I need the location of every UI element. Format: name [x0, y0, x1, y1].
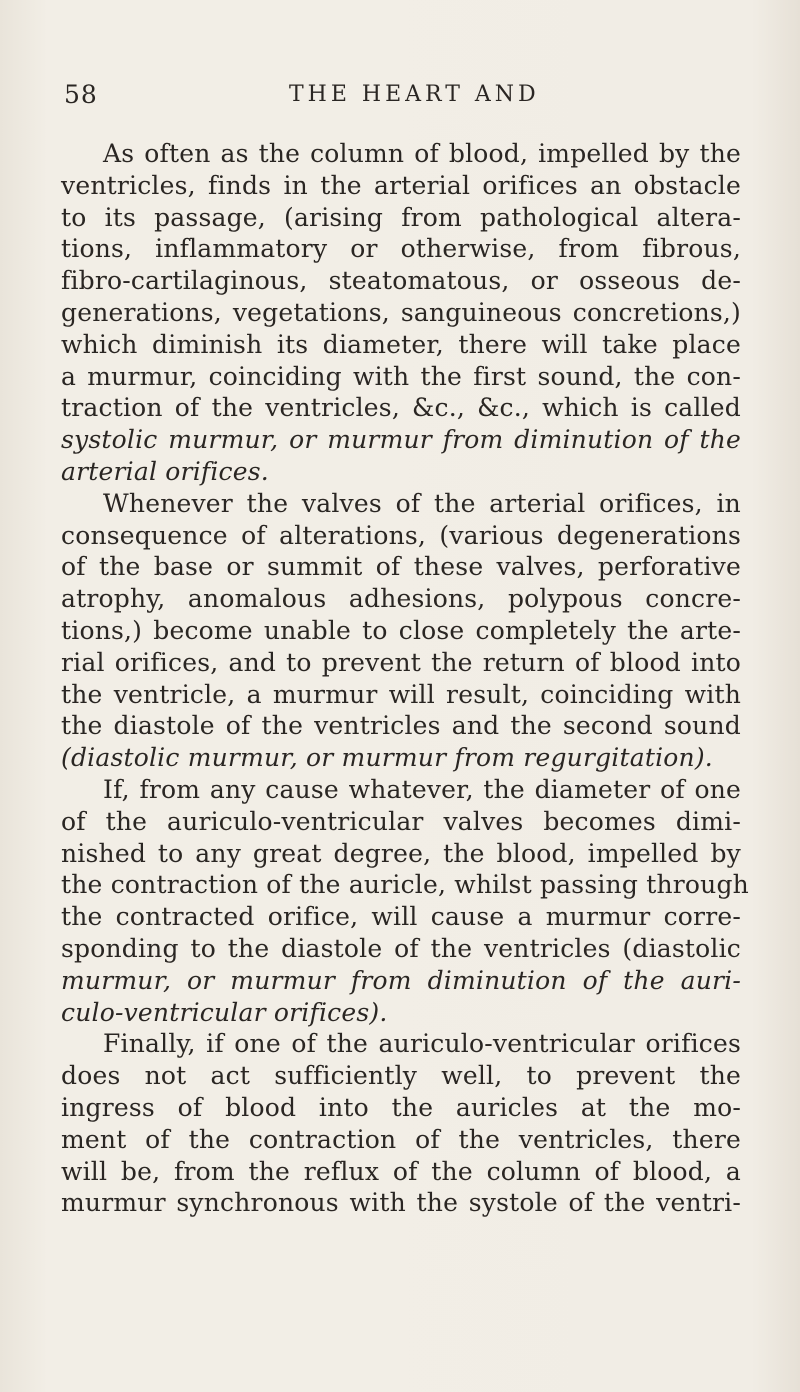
text-line: tions,) become unable to close completely the arte-: [61, 615, 741, 645]
text-line: ingress of blood into the auricles at the mo-: [61, 1092, 741, 1122]
text-line: ment of the contraction of the ventricles, there: [61, 1124, 741, 1154]
text-line: Finally, if one of the auriculo-ventricular orifices: [103, 1029, 741, 1059]
text-line: a murmur, coinciding with the first sound, the con-: [61, 361, 741, 391]
text-line: As often as the column of blood, impelled by the: [103, 139, 741, 168]
text-line: the contracted orifice, will cause a murmur corre-: [61, 902, 741, 932]
text-line: to its passage, (arising from pathological altera-: [61, 202, 741, 232]
text-line: systolic murmur, or murmur from diminution of the: [61, 425, 741, 455]
text-line: tions, inflammatory or otherwise, from fibrous,: [61, 234, 741, 264]
text-line: consequence of alterations, (various degenerations: [61, 520, 741, 550]
text-line: rial orifices, and to prevent the return of blood into: [61, 647, 741, 677]
text-line: nished to any great degree, the blood, impelled by: [61, 838, 741, 868]
text-line: fibro-cartilaginous, steatomatous, or osseous de-: [61, 266, 741, 296]
page-number: 58: [64, 80, 98, 109]
text-line: traction of the ventricles, &c., &c., which is called: [61, 393, 741, 423]
running-title: THE HEART AND: [289, 82, 540, 107]
text-line: does not act sufficiently well, to prevent the: [61, 1061, 741, 1091]
text-line: culo-ventricular orifices).: [61, 997, 388, 1027]
text-line: of the base or summit of these valves, perforative: [61, 552, 741, 582]
text-line: atrophy, anomalous adhesions, polypous concre-: [61, 584, 741, 614]
text-line: (diastolic murmur, or murmur from regurgitation).: [61, 743, 713, 773]
text-line: the diastole of the ventricles and the second sound: [61, 711, 741, 741]
text-line: arterial orifices.: [61, 456, 269, 486]
text-line: murmur synchronous with the systole of the ventri-: [61, 1188, 741, 1218]
text-line: If, from any cause whatever, the diameter of one: [103, 774, 741, 804]
text-line: murmur, or murmur from diminution of the auri-: [61, 965, 741, 995]
text-line: the ventricle, a murmur will result, coinciding with: [61, 679, 741, 709]
text-line: will be, from the reflux of the column of blood, a: [61, 1156, 741, 1186]
running-head: [64, 80, 744, 114]
text-line: Whenever the valves of the arterial orifices, in: [103, 488, 741, 518]
text-line: ventricles, finds in the arterial orifices an obstacle: [61, 170, 741, 200]
body-text: [61, 138, 749, 1219]
text-line: of the auriculo-ventricular valves becomes dimi-: [61, 806, 741, 836]
text-line: generations, vegetations, sanguineous concretions,): [61, 297, 741, 327]
text-line: sponding to the diastole of the ventricles (diastolic: [61, 933, 741, 963]
text-line: which diminish its diameter, there will take place: [61, 329, 741, 359]
text-line: the contraction of the auricle, whilst passing through: [61, 870, 749, 900]
